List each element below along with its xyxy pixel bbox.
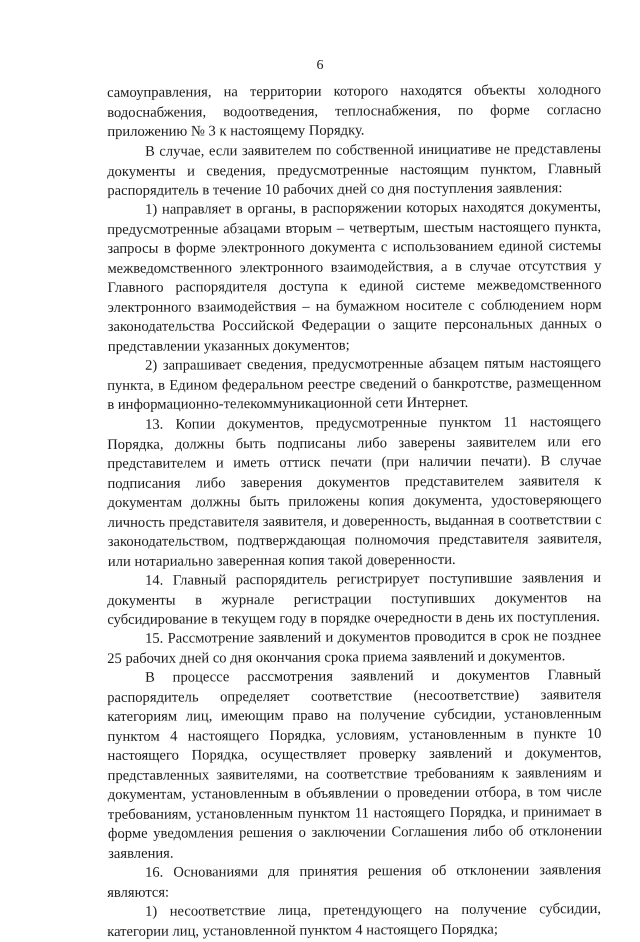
paragraph-rejection-item-1: 1) несоответствие лица, претендующего на получение субсидии, категории лиц, установленной пунктом 4 настоящего Порядка; xyxy=(107,900,602,940)
paragraph-missing-documents: В случае, если заявителем по собственной инициативе не представлены документы и сведения, предусмотренные настоящим пунктом, Главный распорядитель в течение 10 рабочих дней со дня поступления заявления: xyxy=(107,140,602,199)
paragraph-continuation: самоуправления, на территории которого находятся объекты холодного водоснабжения, водоотведения, теплоснабжения, по форме согласно приложению № 3 к настоящему Порядку. xyxy=(107,81,602,140)
paragraph-item-1-requests: 1) направляет в органы, в распоряжении которых находятся документы, предусмотренные абзацами вторым – четвертым, шестым настоящего пункта, запросы в форме электронного документа с использованием единой системы межведомственного электронного взаимодействия, а в случае отсутствия у Главного распорядителя доступа к единой системе межведомственного электронного взаимодействия – на бумажном носителе с соблюдением норм законодательства Российской Федерации о защите персональных данных о представлении указанных документов; xyxy=(107,198,602,355)
page-number: 6 xyxy=(316,58,324,73)
document-body xyxy=(107,81,603,942)
paragraph-item-2-bankruptcy: 2) запрашивает сведения, предусмотренные абзацем пятым настоящего пункта, в Едином федеральном реестре сведений о банкротстве, размещенном в информационно-телекоммуникационной сети Интернет. xyxy=(107,354,602,413)
paragraph-16-rejection-grounds: 16. Основаниями для принятия решения об отклонении заявления являются: xyxy=(107,861,602,901)
paragraph-14-registration: 14. Главный распорядитель регистрирует поступившие заявления и документы в журнале регистрации поступивших документов на субсидирование в текущем году в порядке очередности в день их поступления. xyxy=(107,569,602,628)
paragraph-review-process: В процессе рассмотрения заявлений и документов Главный распорядитель определяет соответствие (несоответствие) заявителя категориям лиц, имеющим право на получение субсидии, установленным пунктом 4 настоящего Порядка, условиям, установленным в пункте 10 настоящего Порядка, осуществляет проверку заявлений и документов, представленных заявителями, на соответствие требованиям к заявлениям и документам, установленным в объявлении о проведении отбора, в том числе требованиям, установленным пунктом 11 настоящего Порядка, и принимает в форме уведомления решения о заключении Соглашения либо об отклонении заявления. xyxy=(107,666,603,862)
paragraph-15-review-term: 15. Рассмотрение заявлений и документов проводится в срок не позднее 25 рабочих дней со дня окончания срока приема заявлений и документов. xyxy=(107,627,602,667)
paragraph-13-copies: 13. Копии документов, предусмотренные пунктом 11 настоящего Порядка, должны быть подписаны либо заверены заявителем или его представителем и иметь оттиск печати (при наличии печати). В случае подписания либо заверения документов представителем заявителя к документам должны быть приложены копия документа, удостоверяющего личность представителя заявителя, и доверенность, выданная в соответствии с законодательством, подтверждающая полномочия представителя заявителя, или нотариально заверенная копия такой доверенности. xyxy=(107,413,602,569)
